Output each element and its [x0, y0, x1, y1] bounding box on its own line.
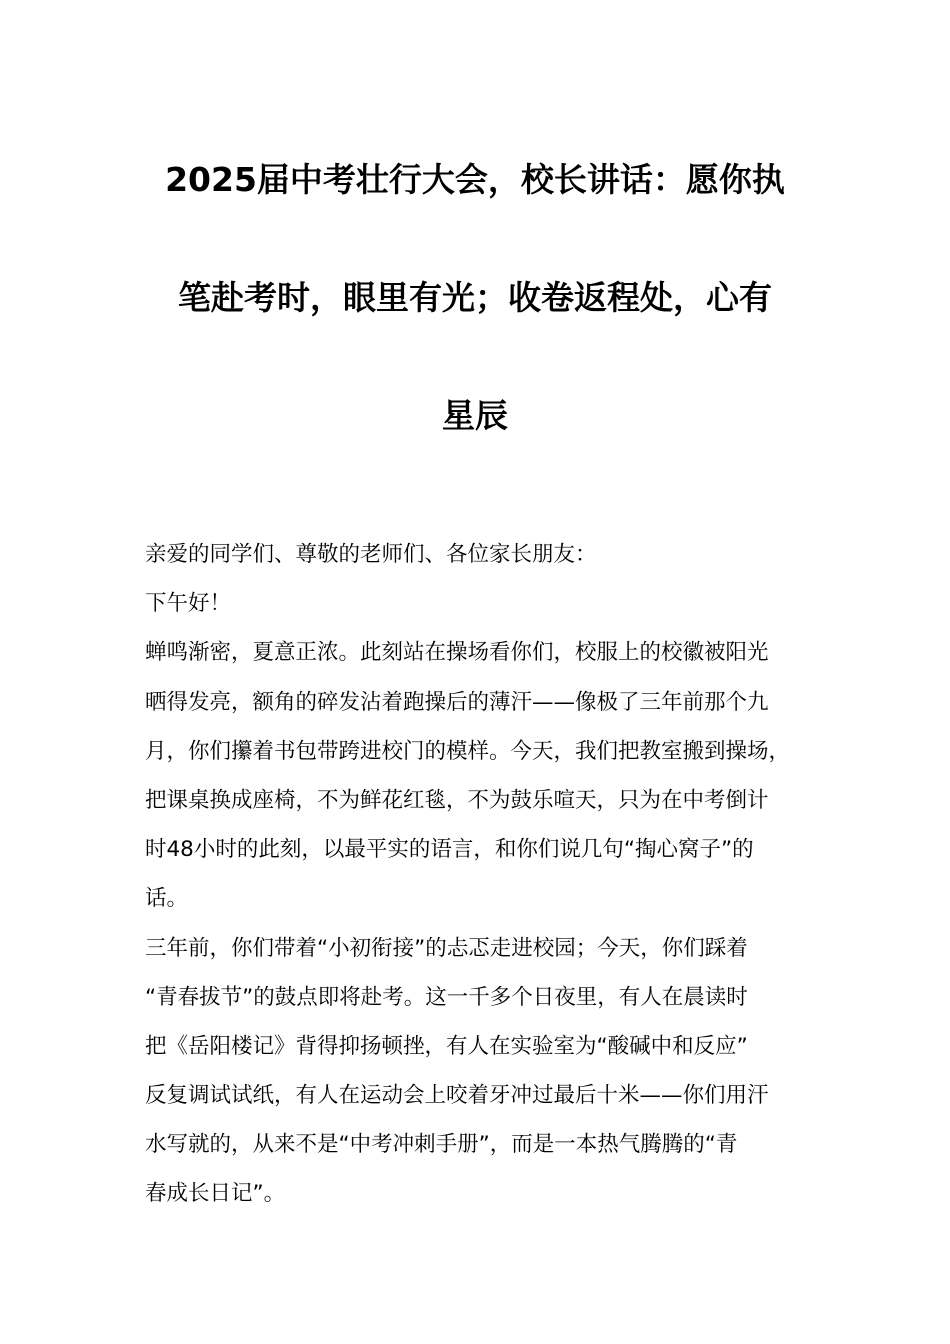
body-text-line: 春成长日记”。	[145, 1181, 286, 1207]
greeting-line: 亲爱的同学们、尊敬的老师们、各位家长朋友：	[145, 542, 597, 567]
body-text-line: 话。	[145, 886, 189, 912]
body-text-line: 蝉鸣渐密，夏意正浓。此刻站在操场看你们，校服上的校徽被阳光	[145, 640, 769, 666]
body-text-line: “青春拔节”的鼓点即将赴考。这一千多个日夜里，有人在晨读时	[145, 984, 748, 1010]
body-text-line: 反复调试试纸，有人在运动会上咬着牙冲过最后十米——你们用汗	[145, 1083, 769, 1109]
body-text-line: 把课桌换成座椅，不为鲜花红毯，不为鼓乐喧天，只为在中考倒计	[145, 787, 769, 813]
title-line: 星辰	[442, 396, 508, 435]
greeting-line: 下午好！	[145, 591, 232, 617]
body-text-line: 晒得发亮，额角的碎发沾着跑操后的薄汗——像极了三年前那个九	[145, 689, 769, 715]
body-text-line: 水写就的，从来不是“中考冲刺手册”，而是一本热气腾腾的“青	[145, 1132, 738, 1158]
body-text-line: 把《岳阳楼记》背得抑扬顿挫，有人在实验室为“酸碱中和反应”	[145, 1033, 748, 1059]
title-line: 2025届中考壮行大会，校长讲话：愿你执	[165, 160, 785, 199]
body-text-line: 三年前，你们带着“小初衔接”的忐忑走进校园；今天，你们踩着	[145, 935, 748, 961]
body-text-line: 时48小时的此刻，以最平实的语言，和你们说几句“掏心窝子”的	[145, 837, 754, 863]
document-title	[140, 150, 810, 446]
document-body	[145, 530, 835, 1219]
body-text-line: 月，你们攥着书包带跨进校门的模样。今天，我们把教室搬到操场，	[145, 738, 791, 764]
title-line: 笔赴考时，眼里有光；收卷返程处，心有	[178, 278, 772, 317]
